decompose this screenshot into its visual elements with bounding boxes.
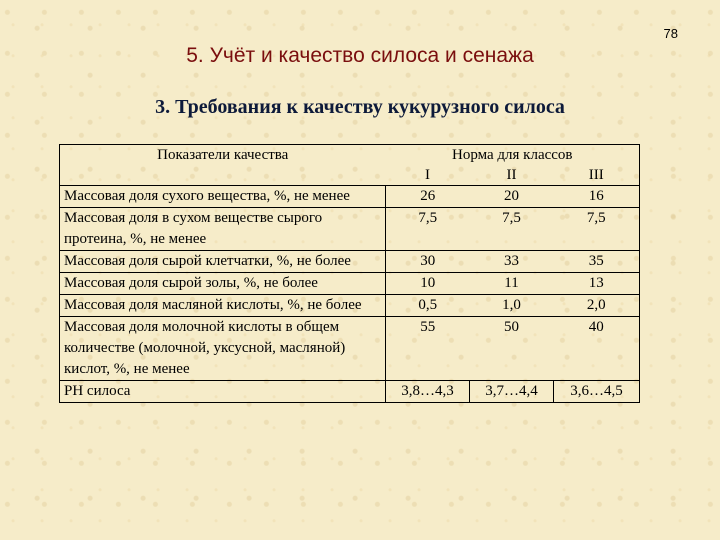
row-value-class-3: 40 xyxy=(554,317,640,381)
row-value-class-2: 1,0 xyxy=(470,295,554,317)
row-value-class-3: 3,6…4,5 xyxy=(554,381,640,403)
row-indicator: Массовая доля сырой клетчатки, %, не более xyxy=(60,251,386,273)
table-row xyxy=(60,186,640,208)
row-indicator: Массовая доля сухого вещества, %, не менее xyxy=(60,186,386,208)
row-indicator: Массовая доля масляной кислоты, %, не более xyxy=(60,295,386,317)
row-value-class-2: 11 xyxy=(470,273,554,295)
header-class-2: II xyxy=(506,167,517,183)
row-value-class-3: 2,0 xyxy=(554,295,640,317)
row-value-class-1: 30 xyxy=(386,251,470,273)
table-row xyxy=(60,381,640,403)
row-value-class-1: 3,8…4,3 xyxy=(386,381,470,403)
table-row xyxy=(60,317,640,381)
table-row xyxy=(60,295,640,317)
table-row xyxy=(60,251,640,273)
row-indicator: Массовая доля в сухом веществе сырого протеина, %, не менее xyxy=(60,208,386,251)
row-value-class-2: 7,5 xyxy=(470,208,554,251)
row-value-class-1: 10 xyxy=(386,273,470,295)
table-row xyxy=(60,273,640,295)
row-value-class-3: 16 xyxy=(554,186,640,208)
row-indicator: Массовая доля молочной кислоты в общем количестве (молочной, уксусной, масляной) кислот, %, не менее xyxy=(60,317,386,381)
row-value-class-2: 3,7…4,4 xyxy=(470,381,554,403)
section-title: 5. Учёт и качество силоса и сенажа xyxy=(186,44,534,67)
quality-requirements-table xyxy=(59,144,639,403)
row-indicator: Массовая доля сырой золы, %, не более xyxy=(60,273,386,295)
header-indicators: Показатели качества xyxy=(60,145,386,186)
table-row xyxy=(60,208,640,251)
row-value-class-1: 0,5 xyxy=(386,295,470,317)
header-norm: Норма для классов xyxy=(386,145,640,166)
table-title: 3. Требования к качеству кукурузного силоса xyxy=(155,96,565,118)
row-value-class-2: 20 xyxy=(470,186,554,208)
page-number: 78 xyxy=(663,26,678,41)
row-value-class-2: 33 xyxy=(470,251,554,273)
row-value-class-3: 13 xyxy=(554,273,640,295)
header-class-1: I xyxy=(425,167,430,183)
row-value-class-1: 55 xyxy=(386,317,470,381)
row-indicator: РН силоса xyxy=(60,381,386,403)
row-value-class-3: 35 xyxy=(554,251,640,273)
row-value-class-3: 7,5 xyxy=(554,208,640,251)
row-value-class-1: 26 xyxy=(386,186,470,208)
row-value-class-1: 7,5 xyxy=(386,208,470,251)
header-class-3: III xyxy=(554,165,640,186)
row-value-class-2: 50 xyxy=(470,317,554,381)
